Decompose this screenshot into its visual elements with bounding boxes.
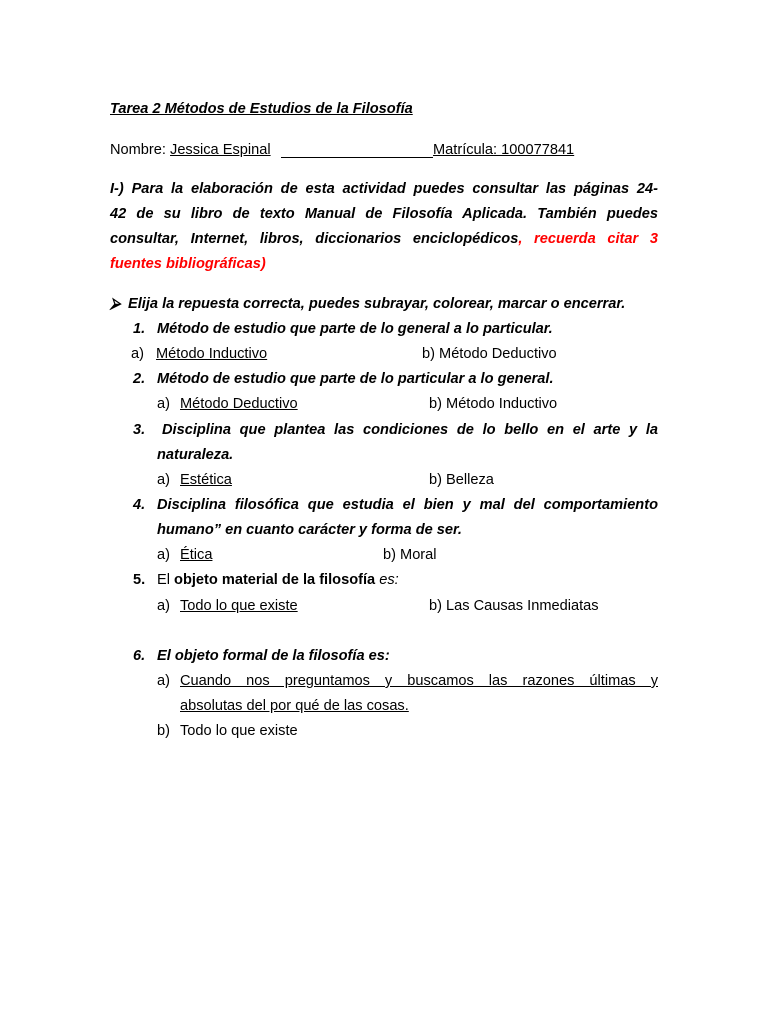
question-5-option-a-label: a) bbox=[157, 598, 170, 614]
question-1-option-b[interactable]: b) Método Deductivo bbox=[422, 346, 557, 362]
question-3-text-line-1: Disciplina que plantea las condiciones de lo bello en el arte y la bbox=[162, 422, 658, 438]
question-2-option-a-label: a) bbox=[157, 396, 170, 412]
name-value: Jessica Espinal bbox=[170, 142, 271, 158]
question-4-text-line-2: humano” en cuanto carácter y forma de ser. bbox=[157, 522, 462, 538]
question-1-option-a[interactable]: Método Inductivo bbox=[156, 346, 268, 362]
question-1-text: Método de estudio que parte de lo general a lo particular. bbox=[157, 321, 553, 337]
name-fill-line bbox=[281, 157, 433, 158]
intro-line-4: fuentes bibliográficas) bbox=[110, 256, 266, 272]
question-5-text-plain: El bbox=[157, 572, 175, 588]
intro-line-2: 42 de su libro de texto Manual de Filosofía Aplicada. También puedes bbox=[110, 206, 658, 222]
name-label: Nombre: bbox=[110, 142, 171, 158]
instruction-bullet: ⮚ bbox=[110, 296, 121, 312]
intro-line-1: I-) Para la elaboración de esta actividad puedes consultar las páginas 24- bbox=[110, 181, 658, 197]
question-5-option-b[interactable]: b) Las Causas Inmediatas bbox=[429, 598, 599, 614]
question-4-text-line-1: Disciplina filosófica que estudia el bien y mal del comportamiento bbox=[157, 497, 658, 513]
question-1-option-a-label: a) bbox=[131, 346, 144, 362]
question-2-option-a[interactable]: Método Deductivo bbox=[180, 396, 298, 412]
question-6-option-b-label: b) bbox=[157, 723, 170, 739]
intro-line-3 bbox=[110, 230, 658, 248]
question-4-number: 4. bbox=[133, 497, 146, 513]
question-5-text bbox=[157, 571, 399, 589]
question-4-option-b[interactable]: b) Moral bbox=[383, 547, 437, 563]
id-value: : 100077841 bbox=[493, 142, 575, 158]
instruction-text: Elija la repuesta correcta, puedes subrayar, colorear, marcar o encerrar. bbox=[128, 296, 626, 312]
question-5-text-italic: es: bbox=[375, 572, 399, 588]
question-5-option-a[interactable]: Todo lo que existe bbox=[180, 598, 298, 614]
intro-citation-note: , recuerda citar 3 bbox=[518, 231, 658, 247]
id-label: Matrícula bbox=[433, 142, 494, 158]
question-6-option-b[interactable]: Todo lo que existe bbox=[180, 723, 298, 739]
intro-line-3-text: consultar, Internet, libros, diccionarios enciclopédicos bbox=[110, 231, 519, 247]
question-4-option-a[interactable]: Ética bbox=[180, 547, 213, 563]
question-3-option-a[interactable]: Estética bbox=[180, 472, 232, 488]
question-5-number: 5. bbox=[133, 572, 146, 588]
question-1-number: 1. bbox=[133, 321, 146, 337]
question-6-option-a-label: a) bbox=[157, 673, 170, 689]
question-3-option-a-label: a) bbox=[157, 472, 170, 488]
question-3-text-line-2: naturaleza. bbox=[157, 447, 234, 463]
question-6-option-a-line-2[interactable]: absolutas del por qué de las cosas. bbox=[180, 698, 409, 714]
question-2-option-b[interactable]: b) Método Inductivo bbox=[429, 396, 558, 412]
name-line bbox=[110, 141, 271, 159]
question-6-text: El objeto formal de la filosofía es: bbox=[157, 648, 390, 664]
question-4-option-a-label: a) bbox=[157, 547, 170, 563]
question-3-number: 3. bbox=[133, 422, 146, 438]
question-3-option-b[interactable]: b) Belleza bbox=[429, 472, 494, 488]
question-2-text: Método de estudio que parte de lo particular a lo general. bbox=[157, 371, 554, 387]
document-title: Tarea 2 Métodos de Estudios de la Filosofía bbox=[110, 101, 413, 117]
question-6-number: 6. bbox=[133, 648, 146, 664]
question-2-number: 2. bbox=[133, 371, 146, 387]
question-6-option-a-line-1[interactable]: Cuando nos preguntamos y buscamos las razones últimas y bbox=[180, 673, 658, 689]
id-line bbox=[433, 141, 574, 159]
question-5-text-bold: objeto material de la filosofía bbox=[174, 572, 376, 588]
